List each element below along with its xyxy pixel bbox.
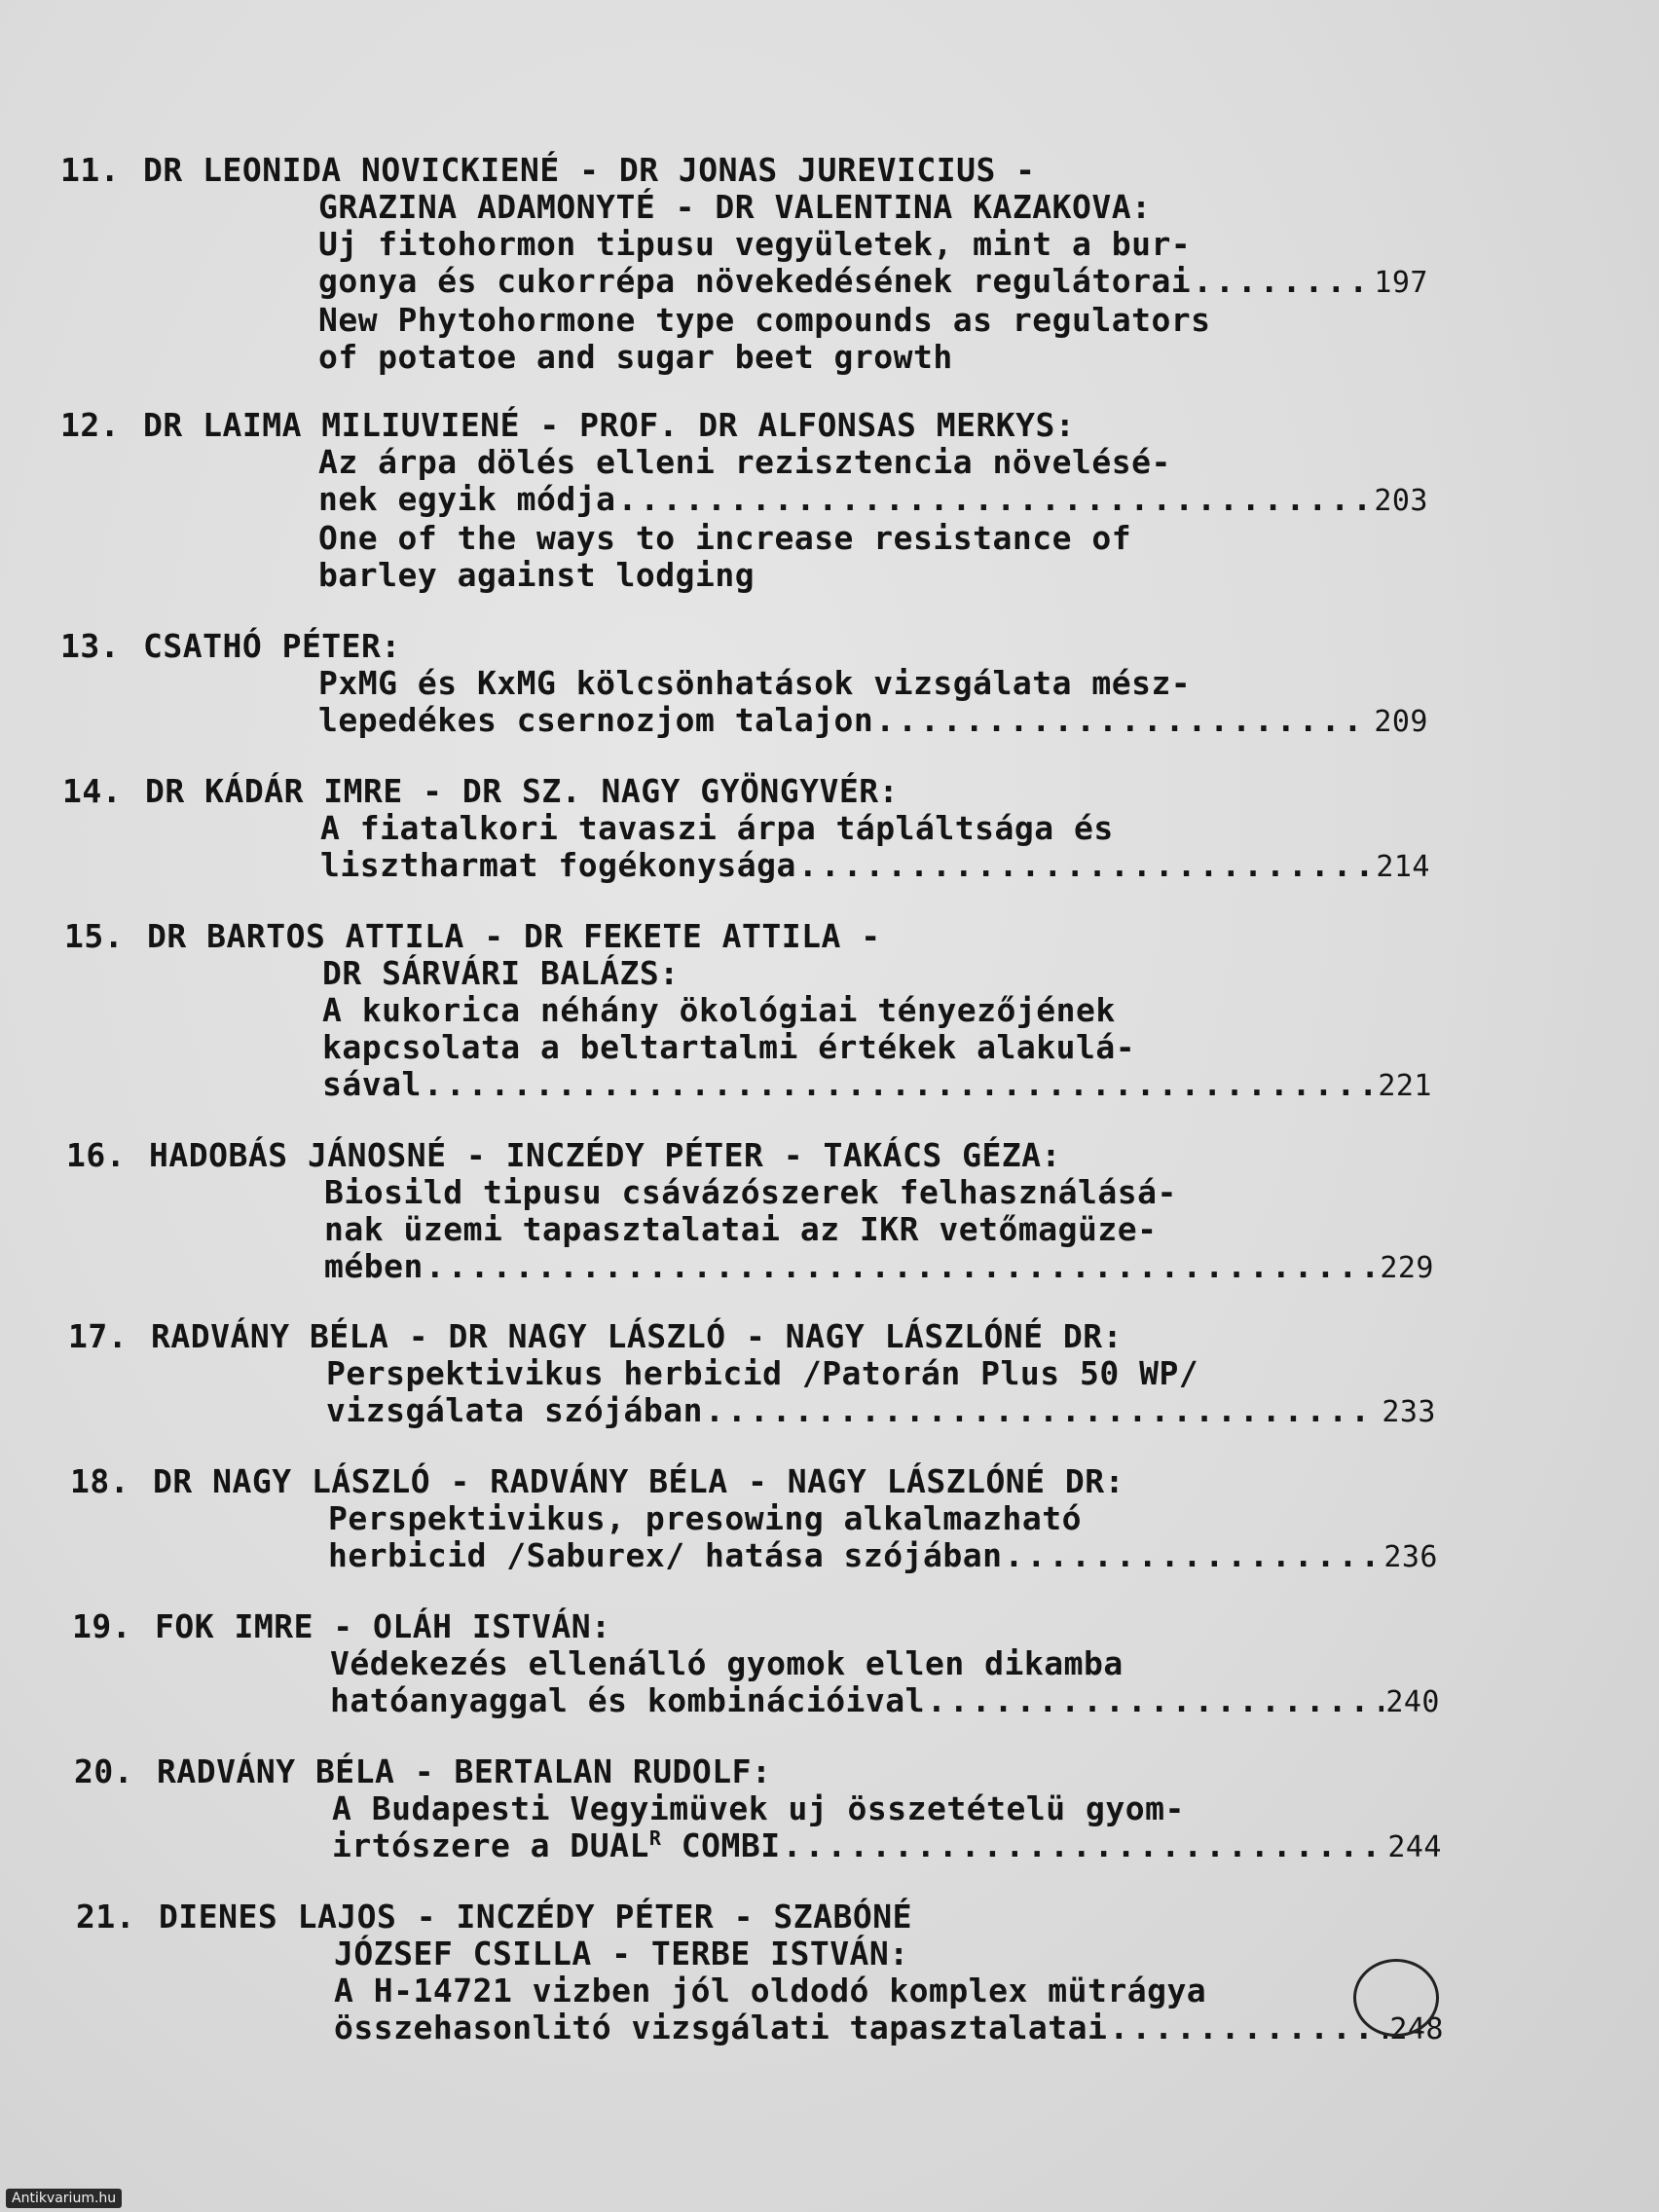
page-number: 214	[1376, 850, 1430, 884]
entry-title-line	[332, 1827, 781, 1864]
entry-authors: RADVÁNY BÉLA - BERTALAN RUDOLF:	[157, 1752, 772, 1790]
toc-entry-14	[62, 773, 1445, 886]
dot-leader	[927, 1682, 1383, 1719]
entry-title-leader	[334, 2009, 1444, 2048]
entry-title-line: A H-14721 vizben jól oldodó komplex mütrágya	[334, 1972, 1207, 2009]
entry-title-leader	[324, 1248, 1434, 1287]
entry-authors: FOK IMRE - OLÁH ISTVÁN:	[155, 1607, 611, 1645]
entry-title-line: A Budapesti Vegyimüvek uj összetételü gyom-	[332, 1789, 1185, 1827]
page-number: 244	[1387, 1830, 1442, 1864]
entry-number: 11.	[60, 151, 121, 189]
entry-english-title: One of the ways to increase resistance of	[318, 519, 1132, 557]
dot-leader	[875, 702, 1372, 739]
entry-english-title: New Phytohormone type compounds as regulators	[318, 301, 1211, 339]
entry-number: 17.	[68, 1317, 129, 1355]
entry-title-line: hatóanyaggal és kombinációival	[330, 1681, 926, 1719]
entry-title-leader	[326, 1392, 1436, 1431]
entry-number: 13.	[60, 627, 121, 665]
entry-number: 15.	[64, 917, 125, 955]
dot-leader	[1109, 2009, 1387, 2046]
entry-title-line: lisztharmat fogékonysága	[320, 846, 796, 884]
entry-authors: DIENES LAJOS - INCZÉDY PÉTER - SZABÓNÉ	[159, 1898, 912, 1936]
entry-title-leader	[320, 847, 1430, 886]
entry-authors: DR BARTOS ATTILA - DR FEKETE ATTILA -	[147, 917, 881, 955]
page-number: 209	[1374, 705, 1428, 739]
entry-english-title: of potatoe and sugar beet growth	[318, 338, 953, 376]
entry-authors: DR LAIMA MILIUVIENÉ - PROF. DR ALFONSAS MERKYS:	[143, 406, 1076, 444]
entry-number: 18.	[70, 1462, 130, 1500]
page-number: 240	[1385, 1685, 1440, 1719]
toc-entry-15	[64, 918, 1447, 1105]
page-number: 236	[1383, 1540, 1438, 1574]
entry-title-tail: COMBI	[661, 1826, 781, 1864]
entry-title-line: Biosild tipusu csávázószerek felhasználásá-	[324, 1173, 1177, 1211]
entry-title-line: Uj fitohormon tipusu vegyületek, mint a bur-	[318, 225, 1192, 263]
entry-authors-cont: GRAZINA ADAMONYTÉ - DR VALENTINA KAZAKOVA:	[318, 188, 1152, 226]
toc-entry-12	[60, 407, 1443, 594]
entry-title-text: irtószere a DUAL	[332, 1826, 649, 1864]
toc-entry-20	[74, 1753, 1456, 1866]
entry-authors-cont: DR SÁRVÁRI BALÁZS:	[322, 954, 680, 992]
entry-title-line: gonya és cukorrépa növekedésének regulátorai	[318, 262, 1192, 300]
entry-title-line: nak üzemi tapasztalatai az IKR vetőmagüze-	[324, 1210, 1158, 1248]
dot-leader	[424, 1066, 1376, 1103]
entry-title-line: A fiatalkori tavaszi árpa tápláltsága és	[320, 809, 1114, 847]
entry-number: 14.	[62, 772, 123, 810]
entry-number: 16.	[66, 1136, 127, 1174]
toc-entry-17	[68, 1318, 1451, 1431]
dot-leader	[618, 481, 1373, 518]
entry-title-leader	[322, 1066, 1432, 1105]
entry-title-leader	[318, 702, 1428, 741]
toc-entry-18	[70, 1463, 1453, 1576]
entry-number: 20.	[74, 1752, 134, 1790]
entry-title-line: összehasonlitó vizsgálati tapasztalatai	[334, 2009, 1108, 2046]
entry-title-line: sával	[322, 1065, 422, 1103]
dot-leader	[1005, 1537, 1382, 1574]
page-number: 203	[1374, 484, 1428, 518]
dot-leader	[705, 1392, 1380, 1429]
entry-title-line: Perspektivikus herbicid /Patorán Plus 50 WP/	[326, 1354, 1199, 1392]
toc-entry-21	[76, 1899, 1458, 2048]
entry-title-line: mében	[324, 1247, 424, 1285]
entry-authors: DR LEONIDA NOVICKIENÉ - DR JONAS JUREVICIUS -	[143, 151, 1036, 189]
entry-number: 12.	[60, 406, 121, 444]
entry-title-leader	[318, 263, 1428, 302]
entry-title-leader	[332, 1827, 1442, 1866]
entry-authors: HADOBÁS JÁNOSNÉ - INCZÉDY PÉTER - TAKÁCS GÉZA:	[149, 1136, 1061, 1174]
entry-authors: CSATHÓ PÉTER:	[143, 627, 401, 665]
entry-number: 19.	[72, 1607, 132, 1645]
toc-entry-16	[66, 1137, 1449, 1287]
registered-superscript: R	[648, 1826, 662, 1850]
entry-authors-cont: JÓZSEF CSILLA - TERBE ISTVÁN:	[334, 1935, 909, 1972]
handwritten-circle-mark	[1353, 1959, 1439, 2037]
toc-entry-19	[72, 1608, 1455, 1721]
page-number: 233	[1382, 1395, 1436, 1429]
entry-authors: DR KÁDÁR IMRE - DR SZ. NAGY GYÖNGYVÉR:	[145, 772, 899, 810]
page-number: 221	[1378, 1069, 1432, 1103]
entry-title-line: kapcsolata a beltartalmi értékek alakulá-	[322, 1028, 1136, 1066]
page-number: 197	[1374, 266, 1428, 300]
entry-title-line: PxMG és KxMG kölcsönhatások vizsgálata mész-	[318, 664, 1192, 702]
dot-leader	[798, 847, 1374, 884]
entry-title-line: lepedékes csernozjom talajon	[318, 701, 874, 739]
toc-entry-11	[60, 152, 1443, 376]
entry-title-leader	[328, 1537, 1438, 1576]
entry-title-line: Perspektivikus, presowing alkalmazható	[328, 1499, 1082, 1537]
page-number: 229	[1380, 1251, 1434, 1285]
entry-title-leader	[318, 481, 1428, 520]
entry-number: 21.	[76, 1898, 136, 1936]
entry-title-line: Védekezés ellenálló gyomok ellen dikamba	[330, 1644, 1124, 1682]
entry-title-line: A kukorica néhány ökológiai tényezőjének	[322, 991, 1116, 1029]
entry-title-line: vizsgálata szójában	[326, 1391, 703, 1429]
entry-authors: RADVÁNY BÉLA - DR NAGY LÁSZLÓ - NAGY LÁSZLÓNÉ DR:	[151, 1317, 1124, 1355]
watermark-label: Antikvarium.hu	[6, 2189, 122, 2208]
dot-leader	[425, 1248, 1378, 1285]
entry-title-line: nek egyik módja	[318, 480, 616, 518]
page-number-circled: 248	[1389, 2012, 1444, 2046]
toc-entry-13	[60, 628, 1443, 741]
entry-title-line: Az árpa dölés elleni rezisztencia növelésé-	[318, 443, 1171, 481]
dot-leader	[783, 1827, 1386, 1864]
dot-leader	[1193, 263, 1372, 300]
entry-title-leader	[330, 1682, 1440, 1721]
entry-title-line: herbicid /Saburex/ hatása szójában	[328, 1536, 1003, 1574]
entry-authors: DR NAGY LÁSZLÓ - RADVÁNY BÉLA - NAGY LÁSZLÓNÉ DR:	[153, 1462, 1125, 1500]
entry-english-title: barley against lodging	[318, 556, 756, 594]
